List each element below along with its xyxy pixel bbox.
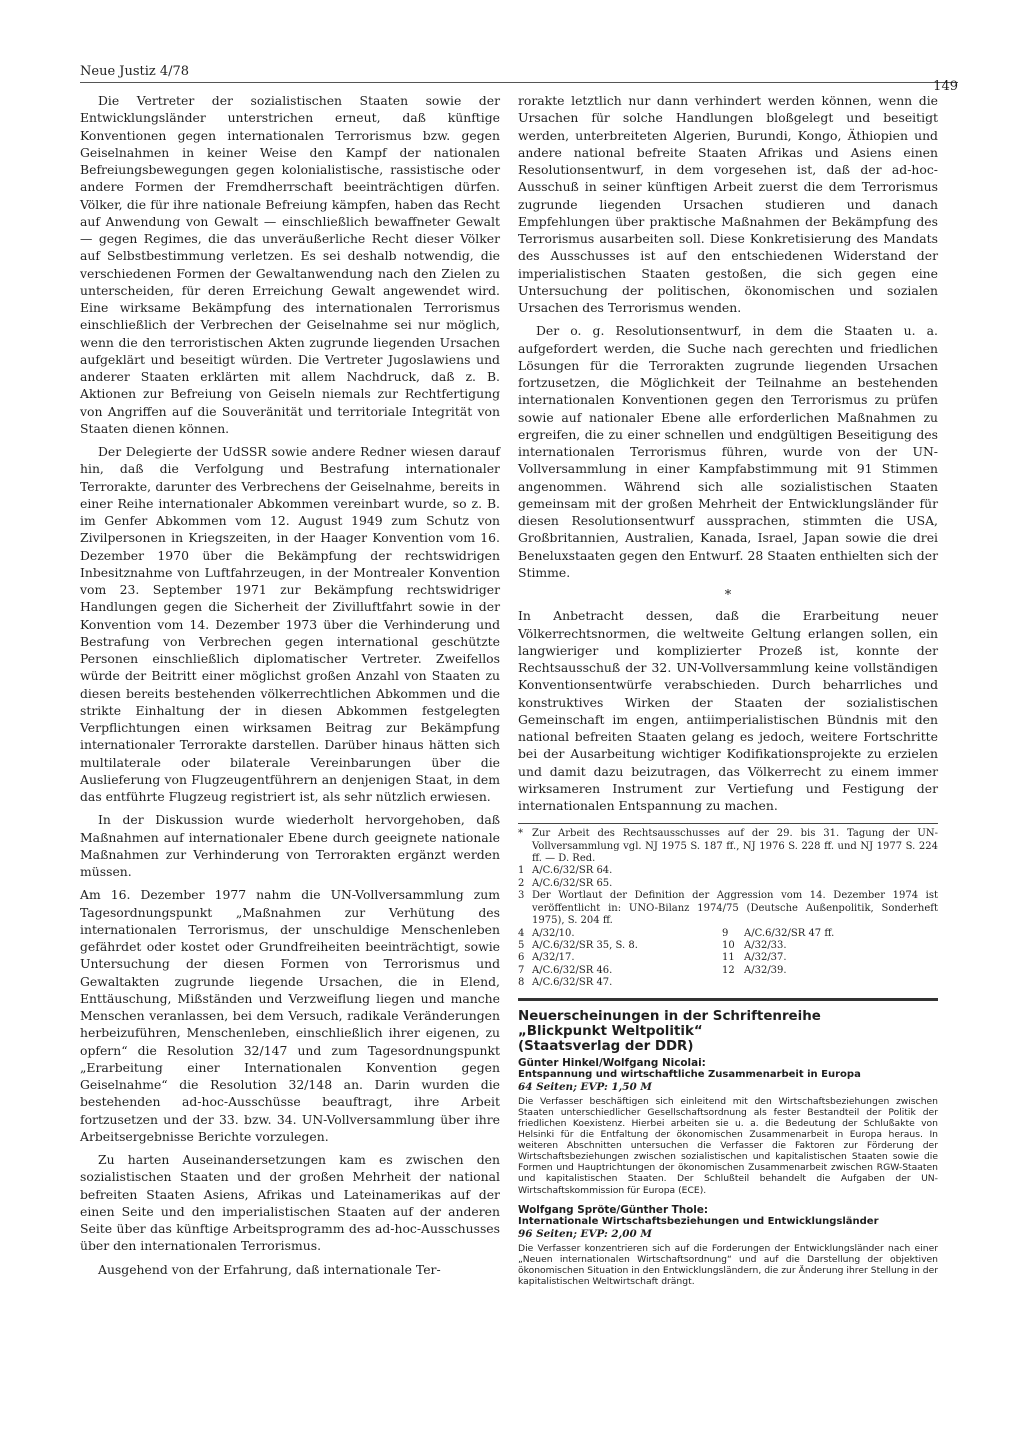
footnote-grid [518,928,938,990]
paragraph: Die Vertreter der sozialistischen Staaten sowie der Entwicklungsländer unterstrichen erneut, daß künftige Konventionen gegen internationalen Terrorismus bzw. gegen Geiselnahmen in keiner Weise den Kampf der nationalen Befreiungsbewegungen gegen kolonialistische, rassistische oder andere Formen der Fremdherrschaft beeinträchtigen dürfen. Völker, die für ihre nationale Befreiung kämpfen, haben das Recht auf Anwendung von Gewalt — einschließlich bewaffneter Gewalt — gegen Regimes, die das unveräußerliche Recht dieser Völker auf Selbstbestimmung verletzen. Es sei deshalb notwendig, die verschiedenen Formen der Gewaltanwendung nach den Zielen zu unterscheiden, für deren Erreichung Gewalt angewendet wird. Eine wirksame Bekämpfung des internationalen Terrorismus einschließlich der Verbrechen der Geiselnahme sei nur möglich, wenn die den terroristischen Akten zugrunde liegenden Ursachen aufgeklärt und beseitigt würden. Die Vertreter Jugoslawiens und anderer Staaten erklärten mit allem Nachdruck, daß z. B. Aktionen zur Befreiung von Geiseln niemals zur Rechtfertigung von Angriffen auf die Souveränität und territoriale Integrität von Staaten dienen können. [80,93,500,436]
footnote-mark: 9 [722,927,729,939]
paragraph: rorakte letztlich nur dann verhindert werden können, wenn die Ursachen für solche Handlungen bloßgelegt und beseitigt werden, unterbreiteten Algerien, Burundi, Kongo, Äthiopien und andere national befreite Staaten Afrikas und Asiens einen Resolutionsentwurf, in dem vorgesehen ist, daß der ad-hoc-Ausschuß in seiner künftigen Arbeit zuerst die dem Terrorismus zugrunde liegenden Ursachen studieren und danach Empfehlungen über praktische Maßnahmen der Bekämpfung des Terrorismus ausarbeiten soll. Diese Konkretisierung des Mandats des Ausschusses ist auf den entschiedenen Widerstand der imperialistischen Staaten gestoßen, die sich gegen eine Untersuchung der politischen, ökonomischen und sozialen Ursachen des Terrorismus wenden. [518,93,938,315]
book-description: Die Verfasser beschäftigen sich einleitend mit den Wirtschaftsbeziehungen zwischen Staaten unterschiedlicher Gesellschaftsordnung als fester Bestandteil der Politik der friedlichen Koexistenz. Hierbei arbeiten sie u. a. die Bedeutung der Schlußakte von Helsinki für die Entfaltung der ökonomischen Zusammenarbeit in Europa heraus. In weiteren Abschnitten untersuchen die Verfasser die Faktoren zur Förderung der Wirtschaftsbeziehungen zwischen sozialistischen und kapitalistischen Staaten sowie die Formen und Hauptrichtungen der ökonomischen Zusammenarbeit zwischen RGW-Staaten und kapitalistischen Staaten. Der Schlußteil behandelt die Aufgaben der UN-Wirtschaftskommission für Europa (ECE). [518,1095,938,1196]
footnote-mark [722,977,744,989]
footnote-text: A/32/37. [744,952,787,964]
footnote-mark: 1 [518,865,525,877]
footnote-mark: 6 [518,952,525,964]
closing-paragraph: In Anbetracht dessen, daß die Erarbeitung neuer Völkerrechtsnormen, die weltweite Geltung erlangen sollen, ein langwieriger und komplizierter Prozeß ist, konnte der Rechtsausschuß der 32. UN-Vollversammlung keine vollständigen Konventionsentwürfe verabschieden. Durch beharrliches und konstruktives Wirken der Staaten der sozialistischen Gemeinschaft im engen, antiimperialistischen Bündnis mit den national befreiten Staaten gelang es jedoch, weitere Fortschritte bei der Ausarbeitung wichtiger Kodifikationsprojekte zu erzielen und damit dazu beizutragen, das Völkerrecht zu einem immer wirksameren Instrument zur Vertiefung und Festigung der internationalen Entspannung zu machen. [518,608,938,813]
footnote-text: A/C.6/32/SR 64. [532,865,613,877]
book-title: Internationale Wirtschaftsbeziehungen und Entwicklungsländer [518,1215,879,1227]
footnote-text: A/32/17. [532,952,575,964]
right-column [518,92,938,1295]
footnote-text: A/32/10. [532,927,575,939]
footnote-mark: 5 [518,939,525,951]
book-entry [518,1204,938,1287]
heading-line: (Staatsverlag der DDR) [518,1039,694,1055]
footnote-text: Der Wortlaut der Definition der Aggression vom 14. Dezember 1974 ist veröffentlicht in: UNO-Bilanz 1974/75 (Deutsche Außenpolitik, Sonderheft 1975), S. 204 ff. [532,890,938,927]
footnote-mark: 11 [722,952,735,964]
footnote-text: A/32/39. [744,964,787,976]
footnote [518,865,938,877]
page-number: 149 [933,79,958,94]
paragraph: Der o. g. Resolutionsentwurf, in dem die Staaten u. a. aufgefordert werden, die Suche nach gerechten und friedlichen Lösungen für die Terrorakten zugrunde liegenden Ursachen fortzusetzen, die Möglichkeit der Teilnahme an bestehenden internationalen Konventionen gegen den Terrorismus zu prüfen sowie auf nationaler Ebene alle erforderlichen Maßnahmen zu ergreifen, die zu einer schnellen und endgültigen Beseitigung des internationalen Terrorismus führen, wurde von der UN-Vollversammlung in einer Kampfabstimmung mit 91 Stimmen angenommen. Während sich alle sozialistischen Staaten gemeinsam mit der großen Mehrheit der Entwicklungsländer für diesen Resolutionsentwurf aussprachen, stimmten die USA, Großbritannien, Australien, Kanada, Israel, Japan sowie die drei Beneluxstaaten gegen den Entwurf. 28 Staaten enthielten sich der Stimme. [518,323,938,580]
footnote-text: A/C.6/32/SR 35, S. 8. [532,939,638,951]
book-meta: 64 Seiten; EVP: 1,50 M [518,1080,652,1093]
footnote-text: A/C.6/32/SR 65. [532,877,613,889]
paragraph: Der Delegierte der UdSSR sowie andere Redner wiesen darauf hin, daß die Verfolgung und Bestrafung internationaler Terrorakte, darunter des Verbrechens der Geiselnahme, bereits in einer Reihe internationaler Abkommen vereinbart wurde, so z. B. im Genfer Abkommen vom 12. August 1949 zum Schutz von Zivilpersonen in Kriegszeiten, in der Haager Konvention vom 16. Dezember 1970 über die Bekämpfung der rechtswidrigen Inbesitznahme von Luftfahrzeugen, in der Montrealer Konvention vom 23. September 1971 zur Bekämpfung rechtswidriger Handlungen gegen die Sicherheit der Zivilluftfahrt sowie in der Konvention vom 14. Dezember 1973 über die Verhinderung und Bestrafung von Verbrechen gegen international geschützte Personen einschließlich diplomatischer Vertreter. Zweifellos würde der Beitritt einer möglichst großen Anzahl von Staaten zu diesen bereits bestehenden völkerrechtlichen Abkommen und die strikte Einhaltung der in diesen Abkommen festgelegten Verpflichtungen einen wirksamen Beitrag zur Bekämpfung internationaler Terrorakte darstellen. Darüber hinaus hätten sich multilaterale oder bilaterale Vereinbarungen über die Auslieferung von Flugzeugentführern an denjenigen Staat, in dem das entführte Flugzeug registriert ist, als sehr nützlich erwiesen. [80,444,500,804]
footnote-divider [518,823,938,824]
footnote-text [744,977,938,989]
footnote-text: A/C.6/32/SR 46. [532,964,613,976]
paragraph: Zu harten Auseinandersetzungen kam es zwischen den sozialistischen Staaten und der großen Mehrheit der national befreiten Staaten Asiens, Afrikas und Lateinamerikas auf der einen Seite und den imperialistischen Staaten auf der anderen Seite über das künftige Arbeitsprogramm des ad-hoc-Ausschusses über den internationalen Terrorismus. [80,1152,500,1254]
footnote-mark: 2 [518,877,525,889]
heading-line: Neuerscheinungen in der Schriftenreihe [518,1008,821,1024]
paragraph: Ausgehend von der Erfahrung, daß internationale Ter- [98,1261,441,1277]
left-column [80,92,500,1284]
paragraph: Am 16. Dezember 1977 nahm die UN-Vollversammlung zum Tagesordnungspunkt „Maßnahmen zur Verhütung des internationalen Terrorismus, der unschuldige Menschenleben gefährdet oder kostet oder Grundfreiheiten beeinträchtigt, sowie Untersuchung der diesen Formen von Terrorismus und Gewaltakten zugrunde liegende Ursachen, die in Elend, Enttäuschung, Mißständen und Verzweiflung liegen und manche Menschen veranlassen, bei dem Versuch, radikale Veränderungen herbeizuführen, Menschenleben, einschließlich ihrer eigenen, zu opfern“ die Resolution 32/147 und zum Tagesordnungspunkt „Erarbeitung einer Internationalen Konvention gegen Geiselnahme“ die Resolution 32/148 an. Darin wurden die bestehenden ad-hoc-Ausschüsse beauftragt, ihre Arbeit fortzusetzen und der 33. bzw. 34. UN-Vollversammlung über ihre Arbeitsergebnisse Berichte vorzulegen. [80,887,500,1144]
footnote [518,890,938,927]
footnote-mark: 3 [518,890,525,902]
footnote-text: A/C.6/32/SR 47 ff. [744,927,835,939]
footnote-mark: 7 [518,964,525,976]
page-header [80,60,958,94]
footnote-text: A/32/33. [744,939,787,951]
book-authors: Günter Hinkel/Wolfgang Nicolai: [518,1056,706,1069]
footnote-mark: * [518,828,523,840]
publications-box [518,1009,938,1287]
book-authors: Wolfgang Spröte/Günther Thole: [518,1203,709,1216]
publications-heading [518,1009,938,1055]
footnotes [518,828,938,989]
publications-divider [518,998,938,1001]
footnote-mark: 8 [518,977,525,989]
footnote-mark: 4 [518,927,525,939]
footnote [518,878,938,890]
footnote-text: A/C.6/32/SR 47. [532,977,613,989]
paragraph: In der Diskussion wurde wiederholt hervorgehoben, daß Maßnahmen auf internationaler Ebene durch geeignete nationale Maßnahmen zur Verhinderung von Terrorakten ergänzt werden müssen. [80,812,500,879]
journal-issue: Neue Justiz 4/78 [80,64,190,79]
footnote-text: Zur Arbeit des Rechtsausschusses auf der 29. bis 31. Tagung der UN-Vollversammlung vgl. NJ 1975 S. 187 ff., NJ 1976 S. 228 ff. und NJ 1977 S. 224 ff. — D. Red. [532,828,938,865]
book-title: Entspannung und wirtschaftliche Zusammenarbeit in Europa [518,1068,861,1080]
book-meta: 96 Seiten; EVP: 2,00 M [518,1227,652,1240]
section-separator: * [724,588,732,603]
footnote-mark: 10 [722,939,735,951]
book-entry [518,1057,938,1196]
footnote [518,828,938,865]
book-description: Die Verfasser konzentrieren sich auf die Forderungen der Entwicklungsländer nach einer „Neuen internationalen Wirtschaftsordnung“ und auf die Darstellung der objektiven ökonomischen Situation in den Entwicklungsländern, die zur Änderung ihrer Stellung in der kapitalistischen Weltwirtschaft drängt. [518,1242,938,1287]
heading-line: „Blickpunkt Weltpolitik“ [518,1023,703,1039]
footnote-mark: 12 [722,964,735,976]
